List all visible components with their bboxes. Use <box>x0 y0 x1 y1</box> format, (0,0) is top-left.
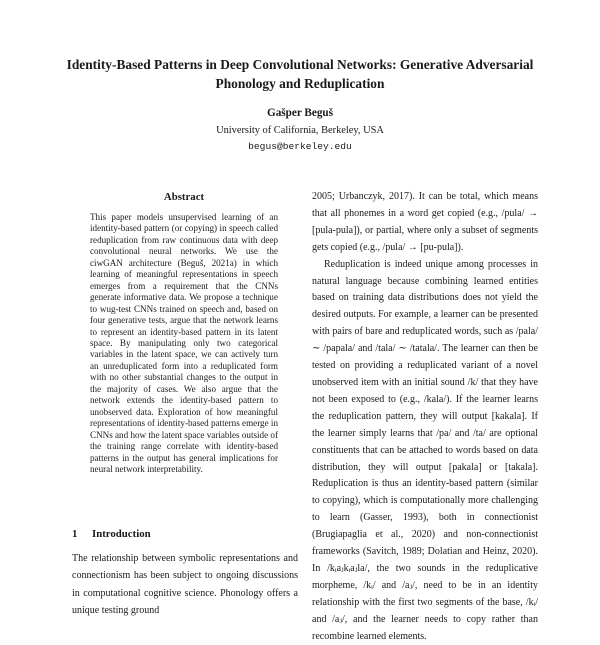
paragraph-continuation: 2005; Urbanczyk, 2017). It can be total, which means that all phonemes in a word get copied (e.g., /pula/ → [pula-pula]), or partial, where only a subset of segments gets copied (e.g., /pula/ → [pu-pula]). <box>312 191 538 253</box>
paper-title: Identity-Based Patterns in Deep Convolutional Networks: Generative Adversarial Phonology and Reduplication <box>66 57 534 91</box>
author-affiliation: University of California, Berkeley, USA <box>216 125 384 136</box>
section-heading-introduction <box>72 527 151 541</box>
introduction-text: The relationship between symbolic representations and connectionism has been subject to ongoing discussions in computational cognitive science. Phonology offers a unique testing ground <box>72 553 298 617</box>
abstract-heading: Abstract <box>163 191 205 203</box>
section-title: Introduction <box>92 528 151 540</box>
section-number: 1 <box>72 528 78 540</box>
abstract-text: This paper models unsupervised learning of an identity-based pattern (or copying) in speech called reduplication from raw continuous data with deep convolutional neural networks. We use the ciwGAN architecture (Beguš, 2021a) in which learning of meaningful representations in speech emerges from a requirement that the CNNs generate informative data. We propose a technique to wug-test CNNs trained on speech and, based on four generative tests, argue that the network learns to represent an identity-based pattern in its latent space. By manipulating only two categorical variables in the latent space, we can actively turn an unreduplicated form into a reduplicated form with no other substantial changes to the output in the majority of cases. We also argue that the network extends the identity-based pattern to unobserved data. Exploration of how meaningful representations of identity-based patterns emerge in CNNs and how the latent space variables outside of the training range correlate with identity-based patterns in the output has general implications for neural network interpretability. <box>90 212 278 474</box>
paragraph-reduplication: Reduplication is indeed unique among processes in natural language because combining learned entities based on training data distributions does not yield the desired outputs. For example, a learner can be presented with pairs of bare and reduplicated words, such as /pala/ ∼ /papala/ and /tala/ ∼ /tatala/. The learner can then be tested on providing a reduplicated variant of a novel unobserved item with an initial sound /k/ that they have not been exposed to (e.g., /kala/). If the learner learns the reduplication pattern, they will output [kakala]. If the learner simply learns that /pa/ and /ta/ are optional constituents that can be attached to words based on data distribution, they will output [pakala] or [takala]. Reduplication is thus an identity-based pattern (similar to copying), which is computationally more challenging to learn (Gasser, 1993), both in connectionist (Brugiapaglia et al., 2020) and non-connectionist frameworks (Savitch, 1989; Dolatian and Heinz, 2020). In /kᵢaⱼkᵢaⱼla/, the two sounds in the reduplicative morpheme, /kᵢ/ and /aⱼ/, need to be in an identity relationship with the first two segments of the base, /kᵢ/ and /aⱼ/, and the learner needs to copy rather than recombine learned elements. <box>312 258 538 642</box>
right-column <box>312 189 538 645</box>
author-email: begus@berkeley.edu <box>248 141 352 152</box>
author-name: Gašper Beguš <box>267 107 333 119</box>
